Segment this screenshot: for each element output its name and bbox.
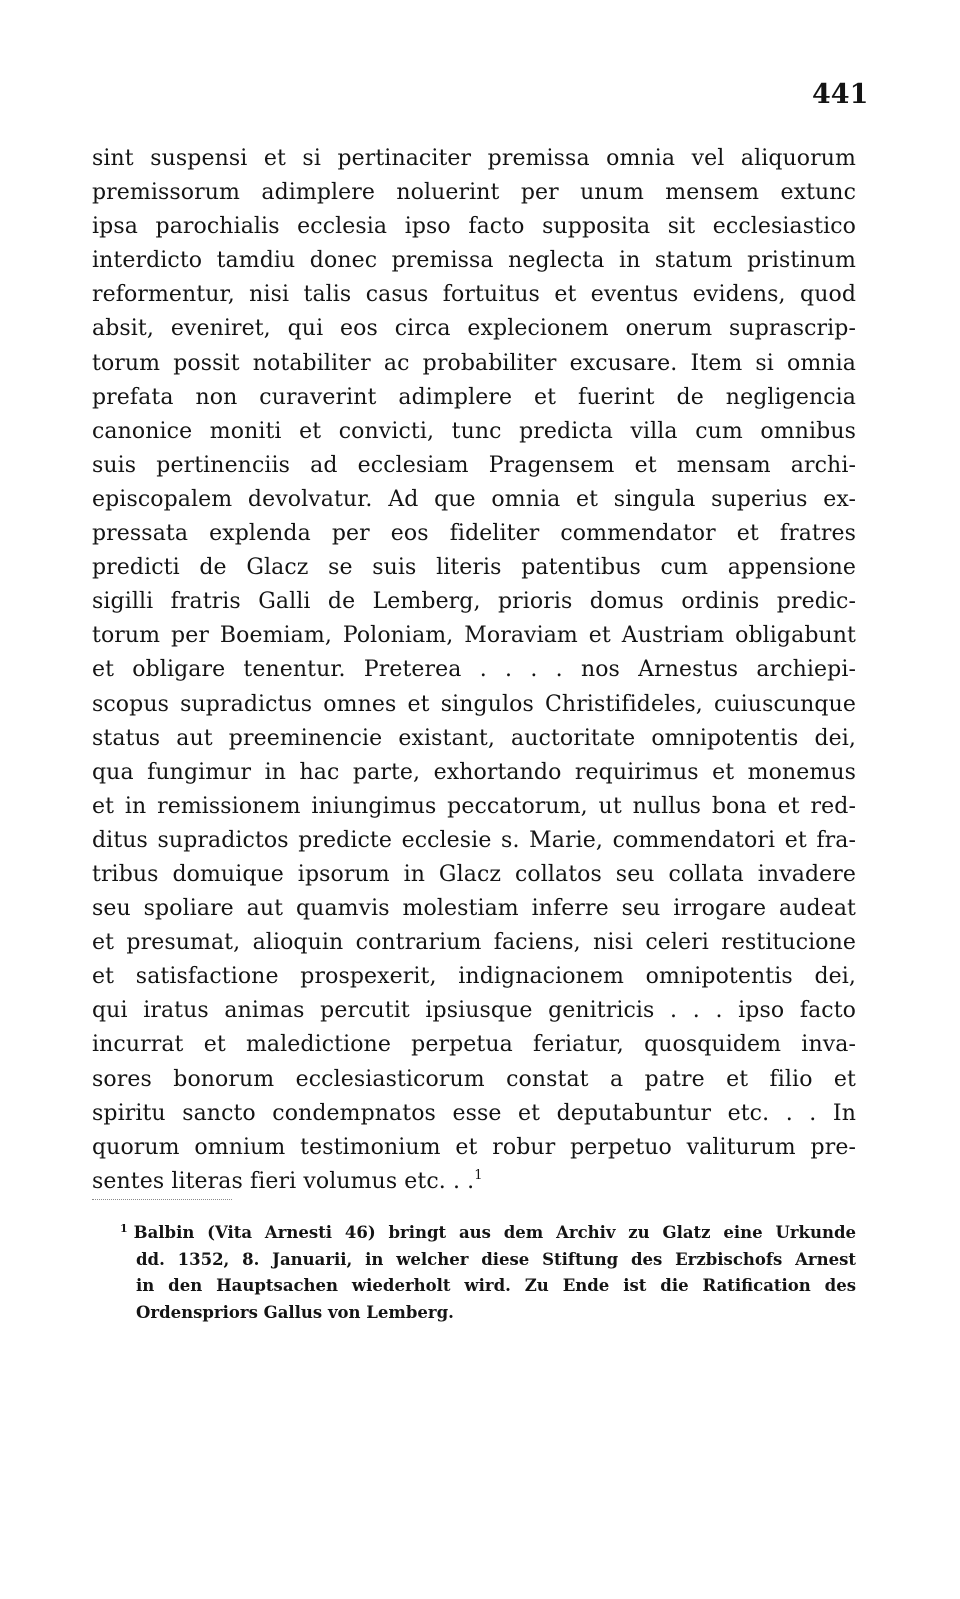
body-line: tribus domuique ipsorum in Glacz collatos seu collata invadere	[92, 861, 856, 887]
body-line: et satisfactione prospexerit, indignacionem omnipotentis dei,	[92, 964, 856, 990]
body-line: torum per Boemiam, Poloniam, Moraviam et Austriam obligabunt	[92, 623, 856, 649]
body-line: qui iratus animas percutit ipsiusque genitricis . . . ipso facto	[92, 998, 856, 1024]
body-line: interdicto tamdiu donec premissa neglecta in statum pristinum	[92, 248, 856, 274]
body-line: canonice moniti et convicti, tunc predicta villa cum omnibus	[92, 418, 856, 444]
body-line: ipsa parochialis ecclesia ipso facto supposita sit ecclesiastico	[92, 214, 856, 240]
body-line: spiritu sancto condempnatos esse et deputabuntur etc. . . In	[92, 1100, 856, 1126]
footnote-line: in den Hauptsachen wiederholt wird. Zu Ende ist die Ratification des	[136, 1276, 856, 1295]
footnote	[92, 1220, 856, 1326]
body-line: prefata non curaverint adimplere et fuerint de negligencia	[92, 384, 856, 410]
body-line: quorum omnium testimonium et robur perpetuo valiturum pre-	[92, 1134, 856, 1160]
body-line: premissorum adimplere noluerint per unum mensem extunc	[92, 180, 856, 206]
footnote-line	[92, 1220, 856, 1247]
body-line: et in remissionem iniungimus peccatorum, ut nullus bona et red-	[92, 793, 856, 819]
body-line: suis pertinenciis ad ecclesiam Pragensem et mensam archi-	[92, 452, 856, 478]
body-line: pressata explenda per eos fideliter commendator et fratres	[92, 521, 856, 547]
body-line: ditus supradictos predicte ecclesie s. Marie, commendatori et fra-	[92, 827, 856, 853]
body-line-last	[92, 1165, 856, 1199]
footnote-reference: 1	[474, 1167, 483, 1183]
body-text	[92, 142, 856, 1199]
body-line: absit, eveniret, qui eos circa explecionem onerum suprascrip-	[92, 316, 856, 342]
body-line: status aut preeminencie existant, auctoritate omnipotentis dei,	[92, 725, 856, 751]
body-line: torum possit notabiliter ac probabiliter excusare. Item si omnia	[92, 350, 856, 376]
body-line: reformentur, nisi talis casus fortuitus et eventus evidens, quod	[92, 282, 856, 308]
footnote-line-text: Balbin (Vita Arnesti 46) bringt aus dem Archiv zu Glatz eine Urkunde	[133, 1223, 856, 1242]
footnote-separator	[92, 1199, 232, 1200]
body-line: predicti de Glacz se suis literis patentibus cum appensione	[92, 555, 856, 581]
body-line: episcopalem devolvatur. Ad que omnia et singula superius ex-	[92, 486, 856, 512]
footnote-line: dd. 1352, 8. Januarii, in welcher diese Stiftung des Erzbischofs Arnest	[136, 1249, 856, 1269]
body-line: scopus supradictus omnes et singulos Christifideles, cuiuscunque	[92, 691, 856, 717]
page-number: 441	[812, 79, 869, 110]
body-line: seu spoliare aut quamvis molestiam inferre seu irrogare audeat	[92, 896, 856, 922]
footnote-line: Ordenspriors Gallus von Lemberg.	[136, 1302, 454, 1322]
body-line-text: sentes literas fieri volumus etc. . .	[92, 1168, 475, 1194]
body-line: et obligare tenentur. Preterea . . . . nos Arnestus archiepi-	[92, 657, 856, 683]
body-line: sint suspensi et si pertinaciter premissa omnia vel aliquorum	[92, 146, 856, 171]
body-line: qua fungimur in hac parte, exhortando requirimus et monemus	[92, 759, 856, 785]
body-line: et presumat, alioquin contrarium faciens, nisi celeri restitucione	[92, 930, 856, 956]
body-line: incurrat et maledictione perpetua feriatur, quosquidem inva-	[92, 1032, 856, 1058]
body-line: sores bonorum ecclesiasticorum constat a patre et filio et	[92, 1066, 856, 1092]
body-line: sigilli fratris Galli de Lemberg, prioris domus ordinis predic-	[92, 589, 856, 615]
footnote-marker: 1	[120, 1222, 128, 1235]
